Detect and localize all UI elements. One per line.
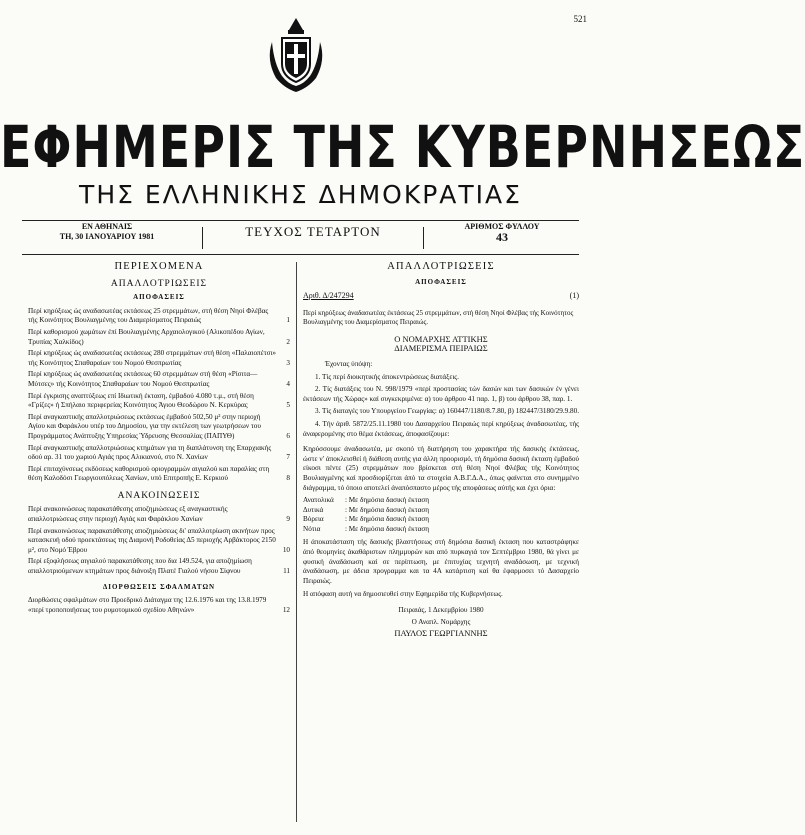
toc-item [28, 392, 290, 411]
toc-item-page: 1 [286, 316, 290, 325]
recall-item-page: 10 [282, 545, 290, 554]
recall-item [28, 557, 290, 576]
toc-item-text: Περί αναγκαστικής απαλλοτριώσεως εκτάσεως έμβαδού 502,50 μ² στην περιοχή Αγίου και Φαράκλου υπέρ του Δημοσίου, για την εκτέλεση των γεωτρήσεων του Προγράμματος Ανάπτυξης Υπηρεσίας Ύδρευσης Θεσσαλίας (ΠΑΠΥΘ) [28, 412, 261, 440]
consideration-item: 2. Τίς διατάξεις του Ν. 998/1979 «περί προστασίας τών δασών και των δασικών έν γένει έκτάσεων τής Χώρας» καί συγκεκριμένα: α) του άρθρου 41 παρ. 1, β) του άρθρου 38, παρ. 1. [303, 385, 579, 403]
boundary-description: : Με δημόσια δασική έκταση [345, 524, 430, 533]
authority-department: ΔΙΑΜΕΡΙΣΜΑ ΠΕΙΡΑΙΩΣ [394, 343, 488, 354]
boundary-direction: Νότια [303, 524, 321, 533]
toc-list [28, 307, 290, 484]
toc-item-page: 8 [286, 474, 290, 483]
sheet-number-box [442, 222, 562, 242]
toc-item-page: 4 [286, 379, 290, 388]
decisions-label: ΑΠΟΦΑΣΕΙΣ [133, 293, 185, 302]
toc-item-text: Περί κηρύξεως ώς αναδασωτέας εκτάσεως 60 στρεμμάτων στή θέση «Ρίσιτα—Μύτσες» τής Κοινότητος Σπαθαραίων του Νομού Θεσπρωτίας [28, 370, 258, 388]
signer-name: ΠΑΥΛΟΣ ΓΕΩΡΓΙΑΝΝΗΣ [394, 628, 488, 639]
publication-note: Η απόφαση αυτή να δημοσιευθεί στην Εφημερίδα τής Κυβερνήσεως. [303, 590, 503, 599]
toc-item-page: 6 [286, 431, 290, 440]
toc-item-text: Περί καθορισμού χωμάτων έπί Βουλιαγμένης Αρχαιολογικού (Αλικοπέδου Αγίων, Τρυπίας Χαλκίδος) [28, 327, 265, 346]
boundary-direction: Βόρεια [303, 515, 324, 524]
decision-ref: Αριθ. Δ/247294 [303, 291, 354, 301]
toc-item-text: Περί επιταχύνσεως εκδόσεως καθορισμού οριογραμμών αιγιαλού και παραλίας στη θέση Καλοδόσι Γεωργιουπόλεως Χανίων, υπό Επιτροπής Ε. Κερκιού [28, 464, 270, 483]
decision-number: (1) [569, 291, 579, 301]
right-decisions-label: ΑΠΟΦΑΣΕΙΣ [415, 277, 467, 286]
authority-title: Ο ΝΟΜΑΡΧΗΣ ΑΤΤΙΚΗΣ [394, 333, 488, 344]
recall-item [28, 527, 290, 556]
bottom-rule [22, 254, 579, 255]
toc-item [28, 444, 290, 463]
decision-subject: Περί κηρύξεως άναδασωτέας έκτάσεως 25 στρεμμάτων, στή θέση Νηοί Φλέβας τής Κοινότητος Βουλιαγμένης του Διαμερίσματος Πειραιώς. [303, 308, 574, 326]
consideration-item: 3. Τίς διαταγές του Υπουργείου Γεωργίας: α) 160447/1180/8.7.80, β) 182447/3180/29.9.80. [315, 407, 580, 416]
column-divider [296, 262, 297, 822]
toc-item-page: 7 [286, 453, 290, 462]
sheet-label: ΑΡΙΘΜΟΣ ΦΥΛΛΟΥ [464, 222, 540, 231]
sheet-number: 43 [496, 230, 508, 244]
recall-item-page: 11 [283, 567, 290, 576]
recall-item-text: Περί ανακοινώσεως παρακατάθεσης αποζημιώσεως δι' απαλλοτρίωση ακινήτων προς κατασκευή οδού προεκτάσεως της Διαμονή Ροδοθείας Δ5 περιοχής Αρβάκτορος 2150 μ², στο Νομό Έβρου [28, 526, 276, 554]
boundary-row [303, 525, 579, 535]
boundary-direction: Ανατολικά [303, 496, 334, 505]
page-number: 521 [573, 14, 587, 24]
contents-column [28, 262, 290, 617]
top-rule [22, 220, 579, 221]
boundary-row [303, 506, 579, 516]
boundary-description: : Με δημόσια δασική έκταση [345, 496, 430, 505]
boundary-row [303, 515, 579, 525]
recall-item [28, 505, 290, 524]
right-expropriations-heading: ΑΠΑΛΛΟΤΡΙΩΣΕΙΣ [387, 261, 495, 272]
recall-item-text: Περί ανακοινώσεως παρακατάθεσης αποζημιώσεως εξ αναγκαστικής απαλλοτριώσεως στην περιοχή Αγιάς και Φαράκλου Χανίων [28, 505, 228, 524]
toc-item [28, 349, 290, 368]
consideration-item: 1. Τίς περί διοικητικής άποκεντρώσεως διατάξεις. [315, 372, 459, 381]
masthead-subtitle: ΤΗΣ ΕΛΛΗΝΙΚΗΣ ΔΗΜΟΚΡΑΤΙΑΣ [79, 180, 522, 209]
decision-body: Κηρύσσουμε άναδασωτέα, με σκοπό τή διατήρηση του χαρακτήρα τής δασικής έκτάσεως, ώστε ν' άποκλεισθεί ή διάθεση αυτής για άλλη προορισμό, τή δημόσια δασική έκταση έμβαδού είκοσι πέντε (25) στρεμμάτων που βρίσκεται στή θέση Νηοί Φλέβας τής Κοινότητος Βουλιαγμένης καί προσδιορίζεται άπό τα στοιχεία Α.Β.Γ.Δ.Α., όπως φαίνεται στο συνημμένο διάγραμμα, τό όποιο αποτελεί άναπόσπαστο μέρος τής αποφάσεως αύτής και έχει όρια: [303, 445, 579, 492]
issue-volume: ΤΕΥΧΟΣ ΤΕΤΑΡΤΟΝ [202, 227, 424, 249]
toc-item [28, 370, 290, 389]
correction-item-text: Διορθώσεις σφαλμάτων στο Προεδρικό Διάταγμα της 12.6.1976 και της 13.8.1979 «περί τροποποιήσεως του ρυμοτομικού σχεδίου Αθηνών» [28, 596, 267, 614]
toc-item-text: Περί αναγκαστικής απαλλοτριώσεως κτημάτων για τη διαπλάτυνση της Επαρχιακής οδού αρ. 31 του χωριού Αγιάς προς Αλικιανού, στο Ν. Χανίων [28, 443, 272, 462]
contents-heading: ΠΕΡΙΕΧΟΜΕΝΑ [114, 261, 204, 272]
issue-date: ΤΗ, 30 ΙΑΝΟΥΑΡΙΟΥ 1981 [59, 232, 155, 241]
toc-item [28, 413, 290, 442]
boundary-direction: Δυτικά [303, 505, 324, 514]
recall-item-text: Περί εξοφλήσεως αιγιαλού παρακατάθεσης που δια 149.524, για αποζημίωση απαλλοτριούμενων κτημάτων προς διάνοιξη Πλατέ Γιαλού νήσου Σίφνου [28, 557, 252, 576]
masthead-title: ΕΦΗΜΕΡΙΣ ΤΗΣ ΚΥΒΕΡΝΗΣΕΩΣ [0, 113, 805, 181]
decision-body-2: Η άποκατάσταση τής δασικής βλαστήσεως στή δημόσια δασική έκταση που καταστράφηκε άπό θεομηνίες άκαθάριστων πλημμυρών και από πυρκαγιά τον Σεπτέμβριο 1980, θά γίνει με φυσική άναδάσωση καί σε περίπτωση, με έπιτυχίας τεχνητή αναδάσωση, με τεχνική άναδάσωση, με άδεια προγραμμα και τα 4Α κατάρτιση καί θα έφαρμοσει τό Δασαρχείο Πειραιώς. [303, 538, 579, 585]
decision-line [303, 291, 579, 301]
issue-place-date [42, 222, 172, 242]
expropriations-heading: ΑΠΑΛΛΟΤΡΙΩΣΕΙΣ [110, 278, 208, 289]
recalls-heading: ΑΝΑΚΟΙΝΩΣΕΙΣ [117, 490, 201, 501]
toc-item-page: 3 [286, 358, 290, 367]
toc-item [28, 465, 290, 484]
toc-item-text: Περί έγκρισης αναπτύξεως επί Ιδιωτική έκταση, έμβαδού 4.080 τ.μ., στή θέση «Γρίζες» ή Σπήλαιο περιφερείας Κοινότητος Άγιου Θεοδώρου Ν. Κερκύρας [28, 391, 254, 410]
toc-item [28, 307, 290, 326]
issue-place: ΕΝ ΑΘΗΝΑΙΣ [81, 222, 133, 231]
toc-item-text: Περί κηρύξεως ώς αναδασωτέας εκτάσεως 280 στρεμμάτων στή θέση «Παλαιοπέτσι» τής Κοινότητος Σπαθαραίων του Νομού Θεσπρωτίας [28, 349, 276, 367]
toc-item [28, 328, 290, 347]
consideration-item: 4. Τήν άριθ. 5872/25.11.1980 του Δασαρχείου Πειραιώς περί κηρύξεως άναδασωτέας, τής άναφερομένης στο θέμα έκτάσεως, άποφασίζουμε: [303, 419, 579, 438]
signer-role: Ο Αναπλ. Νομάρχης [411, 617, 471, 626]
corrections-list [28, 596, 290, 615]
issue-bar [22, 222, 579, 252]
boundaries-list [303, 496, 579, 534]
considerations-list [303, 373, 579, 440]
recall-item-page: 9 [286, 515, 290, 524]
toc-item-text: Περί κηρύξεως ώς αναδασωτέας εκτάσεως 25 στρεμμάτων, στή θέση Νηοί Φλέβας τής Κοινότητος Βουλιαγμένης του Διαμερίσματος Πειραιώς [28, 306, 269, 325]
toc-item-page: 2 [286, 337, 290, 346]
boundary-description: : Με δημόσια δασική έκταση [345, 505, 430, 514]
place-date: Πειραιάς, 1 Δεκεμβρίου 1980 [398, 606, 484, 615]
correction-item-page: 12 [282, 605, 290, 614]
having-regard: Έχοντας ύπόψη: [325, 359, 373, 368]
coat-of-arms-icon [262, 12, 330, 98]
correction-item [28, 596, 290, 615]
boundary-row [303, 496, 579, 506]
toc-item-page: 5 [286, 401, 290, 410]
recalls-list [28, 505, 290, 576]
boundary-description: : Με δημόσια δασική έκταση [345, 515, 430, 524]
decision-column [303, 262, 579, 641]
corrections-heading: ΔΙΟΡΘΩΣΕΙΣ ΣΦΑΛΜΑΤΩΝ [102, 582, 216, 591]
